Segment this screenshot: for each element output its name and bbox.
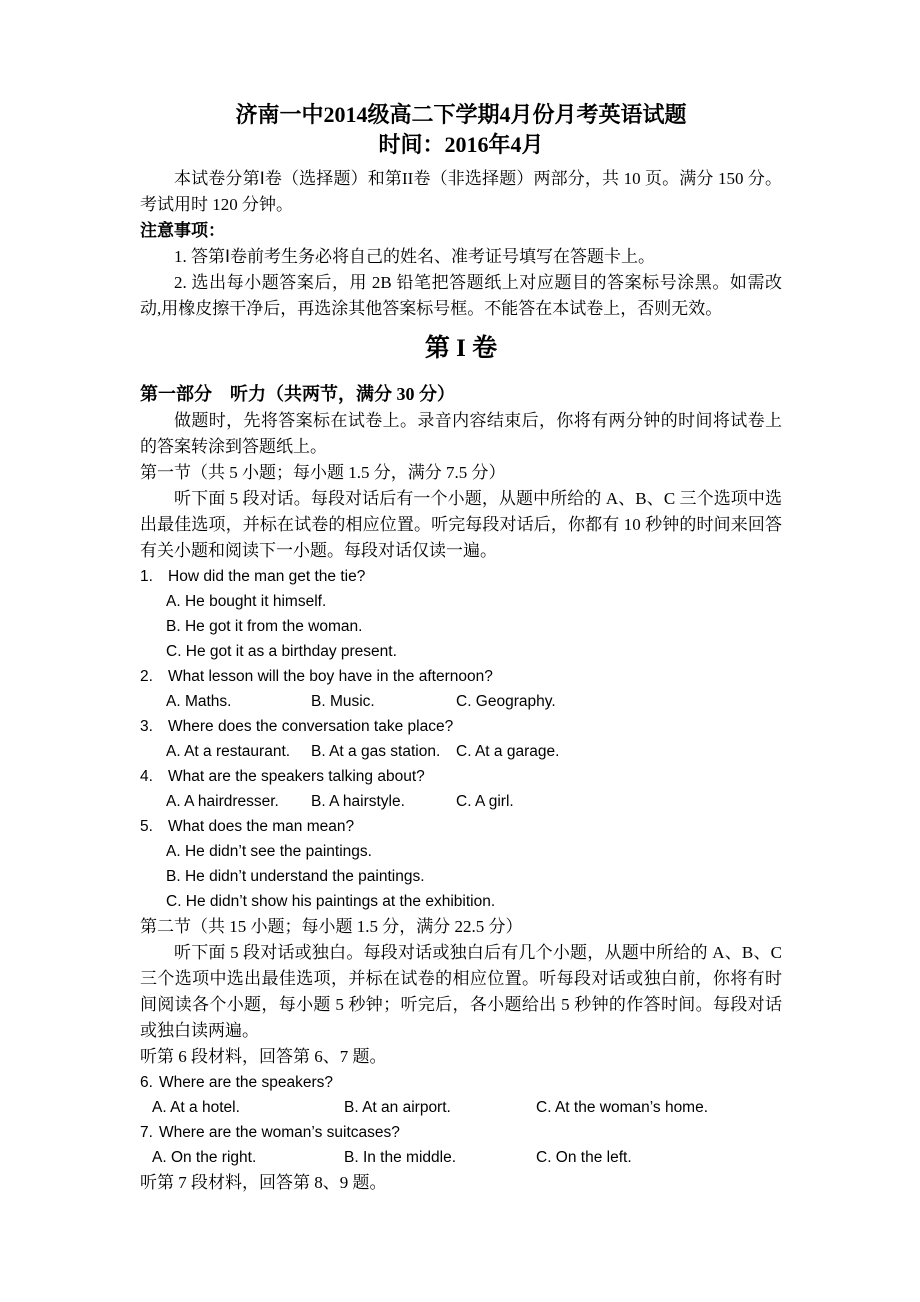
exam-date: 时间：2016年4月 xyxy=(378,132,544,157)
option-b: B. In the middle. xyxy=(344,1149,457,1166)
part1-heading: 第一部分 听力（共两节，满分 30 分） xyxy=(140,384,455,404)
option-c: C. He didn’t show his paintings at the exhibition. xyxy=(166,893,496,910)
question-number: 2. xyxy=(140,668,153,685)
option-c: C. He got it as a birthday present. xyxy=(166,643,397,660)
question-text: Where does the conversation take place? xyxy=(168,718,454,735)
section2-note: 听下面 5 段对话或独白。每段对话或独白后有几个小题，从题中所给的 A、B、C 三个选项中选出最佳选项，并标在试卷的相应位置。听每段对话或独白前，你将有时间阅读各个小题，每小题 5 秒钟；听完后，各小题给出 5 秒钟的作答时间。每段对话或独白读两遍。 xyxy=(140,943,782,1040)
question-number: 6. xyxy=(140,1074,153,1091)
option-c: C. A girl. xyxy=(456,793,514,810)
option-b: B. At an airport. xyxy=(344,1099,451,1116)
volume-title: 第 I 卷 xyxy=(424,335,498,362)
question-4 xyxy=(140,764,782,814)
option-b: B. Music. xyxy=(311,693,375,710)
material7-prompt: 听第 7 段材料，回答第 8、9 题。 xyxy=(140,1173,387,1192)
notice-item-1: 1. 答第Ⅰ卷前考生务必将自己的姓名、准考证号填写在答题卡上。 xyxy=(174,247,656,266)
part1-note: 做题时，先将答案标在试卷上。录音内容结束后，你将有两分钟的时间将试卷上的答案转涂到答题纸上。 xyxy=(140,411,782,456)
option-c: C. At the woman’s home. xyxy=(536,1099,709,1116)
option-a: A. At a hotel. xyxy=(152,1099,240,1116)
option-b: B. He got it from the woman. xyxy=(166,618,363,635)
material6-prompt: 听第 6 段材料，回答第 6、7 题。 xyxy=(140,1047,387,1066)
exam-intro: 本试卷分第Ⅰ卷（选择题）和第II卷（非选择题）两部分，共 10 页。满分 150 分。考试用时 120 分钟。 xyxy=(140,169,782,214)
option-c: C. Geography. xyxy=(456,693,556,710)
question-number: 1. xyxy=(140,568,153,585)
question-text: Where are the speakers? xyxy=(158,1074,333,1091)
question-6 xyxy=(140,1070,782,1120)
option-a: A. On the right. xyxy=(152,1149,257,1166)
question-text: Where are the woman’s suitcases? xyxy=(158,1124,400,1141)
option-b: B. A hairstyle. xyxy=(311,793,405,810)
option-a: A. He didn’t see the paintings. xyxy=(166,843,372,860)
question-3 xyxy=(140,714,782,764)
option-b: B. He didn’t understand the paintings. xyxy=(166,868,425,885)
exam-title: 济南一中2014级高二下学期4月份月考英语试题 xyxy=(235,102,687,127)
option-a: A. A hairdresser. xyxy=(166,793,279,810)
section1-heading: 第一节（共 5 小题；每小题 1.5 分，满分 7.5 分） xyxy=(140,463,506,482)
section2-heading: 第二节（共 15 小题；每小题 1.5 分，满分 22.5 分） xyxy=(140,917,523,936)
notice-heading: 注意事项： xyxy=(140,221,225,240)
section1-note: 听下面 5 段对话。每段对话后有一个小题，从题中所给的 A、B、C 三个选项中选出最佳选项，并标在试卷的相应位置。听完每段对话后，你都有 10 秒钟的时间来回答有关小题和阅读下一小题。每段对话仅读一遍。 xyxy=(140,489,782,560)
option-a: A. Maths. xyxy=(166,693,232,710)
question-text: What lesson will the boy have in the afternoon? xyxy=(168,668,493,685)
question-number: 3. xyxy=(140,718,153,735)
question-number: 4. xyxy=(140,768,153,785)
question-text: What are the speakers talking about? xyxy=(168,768,425,785)
notice-item-2: 2. 选出每小题答案后，用 2B 铅笔把答题纸上对应题目的答案标号涂黑。如需改动,用橡皮擦干净后，再选涂其他答案标号框。不能答在本试卷上，否则无效。 xyxy=(140,273,782,318)
question-5 xyxy=(140,814,782,914)
question-number: 7. xyxy=(140,1124,153,1141)
question-7 xyxy=(140,1120,782,1170)
option-b: B. At a gas station. xyxy=(311,743,441,760)
option-c: C. At a garage. xyxy=(456,743,560,760)
question-number: 5. xyxy=(140,818,153,835)
option-a: A. At a restaurant. xyxy=(166,743,291,760)
question-2 xyxy=(140,664,782,714)
question-text: What does the man mean? xyxy=(168,818,355,835)
option-a: A. He bought it himself. xyxy=(166,593,327,610)
option-c: C. On the left. xyxy=(536,1149,632,1166)
question-text: How did the man get the tie? xyxy=(168,568,366,585)
question-1 xyxy=(140,564,782,664)
